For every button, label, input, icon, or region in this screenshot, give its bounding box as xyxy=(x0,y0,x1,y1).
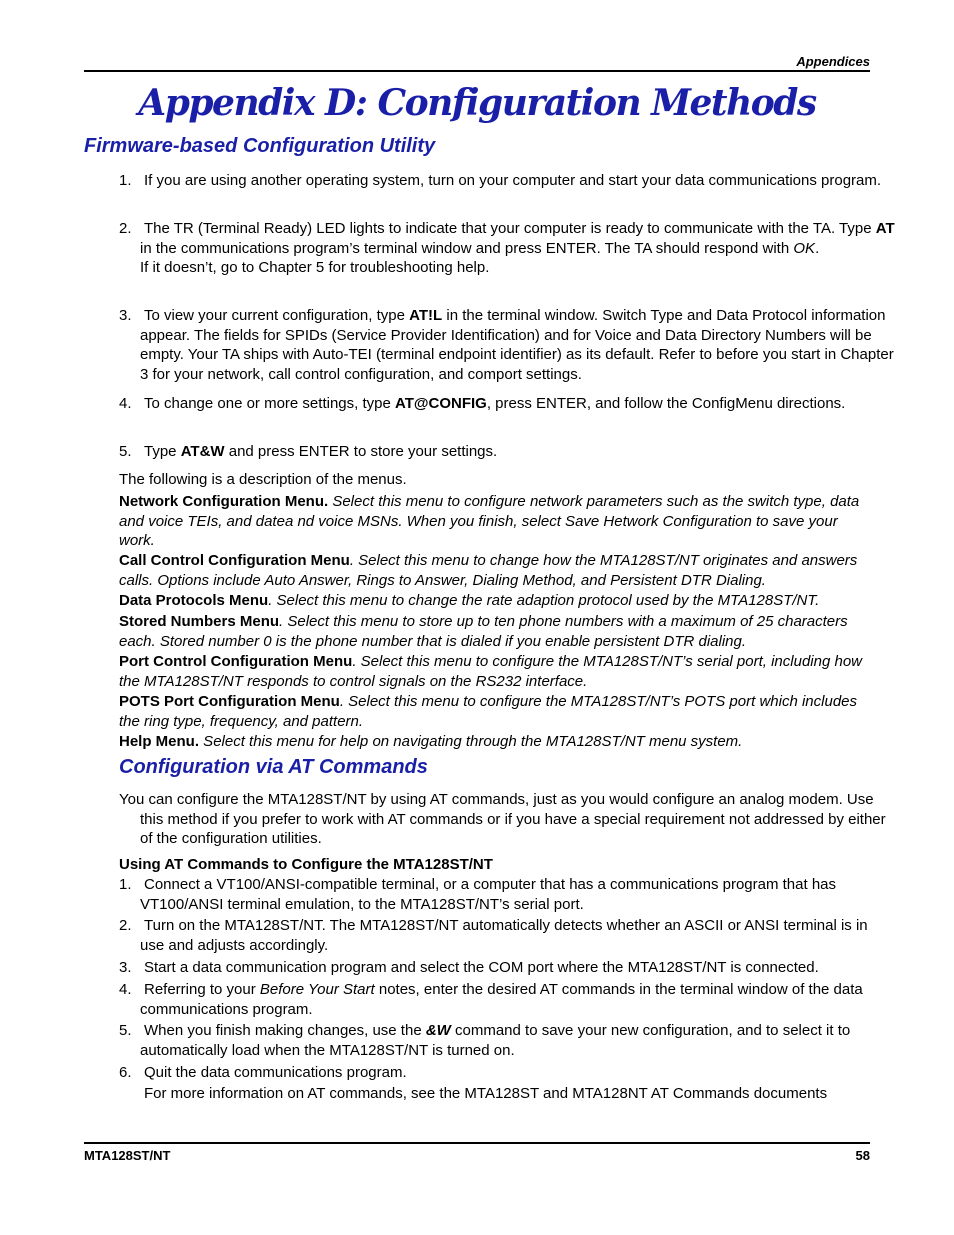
menu-stored-numbers: Stored Numbers Menu. Select this menu to store up to ten phone numbers with a maximum of 25 characters each. Stored number 0 is the phone number that is dialed if you enable persistent DTR dialing. xyxy=(119,613,848,650)
menu-network: Network Configuration Menu. Select this menu to configure network parameters such as the switch type, data and voice TEIs, and datea nd voice MSNs. When you finish, select Save Hetwork Configuration to save your work. xyxy=(119,493,860,549)
menu-pots-port: POTS Port Configuration Menu. Select this menu to configure the MTA128ST/NT’s POTS port which includes the ring type, frequency, and pattern. xyxy=(119,693,857,730)
page-title: Appendix D: Configuration Methods xyxy=(138,82,816,124)
menus-intro: The following is a description of the menus. xyxy=(119,471,407,488)
menu-data-protocols: Data Protocols Menu. Select this menu to change the rate adaption protocol used by the MTA128ST/NT. xyxy=(119,592,820,609)
footer-rule xyxy=(84,1142,870,1144)
at-step-1: 1. Connect a VT100/ANSI-compatible terminal, or a computer that has a communications program that has VT100/ANSI terminal emulation, to the MTA128ST/NT’s serial port. xyxy=(119,876,836,913)
step-2: 2. The TR (Terminal Ready) LED lights to indicate that your computer is ready to communicate with the TA. Type AT in the communications program’s terminal window and press ENTER. The TA should respond with OK. If it doesn’t, go to Chapter 5 for troubleshooting help. xyxy=(119,220,895,276)
running-header: Appendices xyxy=(796,54,870,69)
closing-note: For more information on AT commands, see the MTA128ST and MTA128NT AT Commands documents xyxy=(144,1085,828,1102)
step-4: 4. To change one or more settings, type AT@CONFIG, press ENTER, and follow the ConfigMenu directions. xyxy=(119,395,846,412)
subheading-using-at: Using AT Commands to Configure the MTA128ST/NT xyxy=(119,856,493,873)
at-step-5: 5. When you finish making changes, use the &W command to save your new configuration, and to select it to automatically load when the MTA128ST/NT is turned on. xyxy=(119,1022,851,1059)
page-number: 58 xyxy=(855,1148,870,1163)
at-step-3: 3. Start a data communication program and select the COM port where the MTA128ST/NT is connected. xyxy=(119,959,819,976)
at-step-4: 4. Referring to your Before Your Start notes, enter the desired AT commands in the terminal window of the data communications program. xyxy=(119,981,863,1018)
footer-product: MTA128ST/NT xyxy=(84,1148,171,1163)
header-rule xyxy=(84,70,870,72)
section-heading-at-commands: Configuration via AT Commands xyxy=(119,756,428,778)
step-5: 5. Type AT&W and press ENTER to store your settings. xyxy=(119,443,498,460)
step-1: 1. If you are using another operating system, turn on your computer and start your data communications program. xyxy=(119,172,882,189)
at-commands-paragraph: You can configure the MTA128ST/NT by using AT commands, just as you would configure an analog modem. Use this method if you prefer to work with AT commands or if you have a special requirement not addressed by either of the configuration utilities. xyxy=(119,791,886,847)
menu-call-control: Call Control Configuration Menu. Select this menu to change how the MTA128ST/NT originates and answers calls. Options include Auto Answer, Rings to Answer, Dialing Method, and Persistent DTR Dialing. xyxy=(119,552,858,589)
step-3: 3. To view your current configuration, type AT!L in the terminal window. Switch Type and Data Protocol information appear. The fields for SPIDs (Service Provider Identification) and for Voice and Data Directory Numbers will be empty. Your TA ships with Auto-TEI (terminal endpoint identifier) as its default. Refer to before you start in Chapter 3 for your network, call control configuration, and comport settings. xyxy=(119,307,894,383)
section-heading-firmware: Firmware-based Configuration Utility xyxy=(84,135,436,157)
menu-port-control: Port Control Configuration Menu. Select this menu to configure the MTA128ST/NT’s serial port, including how the MTA128ST/NT responds to control signals on the RS232 interface. xyxy=(119,653,862,690)
menu-help: Help Menu. Select this menu for help on navigating through the MTA128ST/NT menu system. xyxy=(119,733,743,750)
at-step-6: 6. Quit the data communications program. xyxy=(119,1064,407,1081)
at-step-2: 2. Turn on the MTA128ST/NT. The MTA128ST/NT automatically detects whether an ASCII or ANSI terminal is in use and adjusts accordingly. xyxy=(119,917,868,954)
